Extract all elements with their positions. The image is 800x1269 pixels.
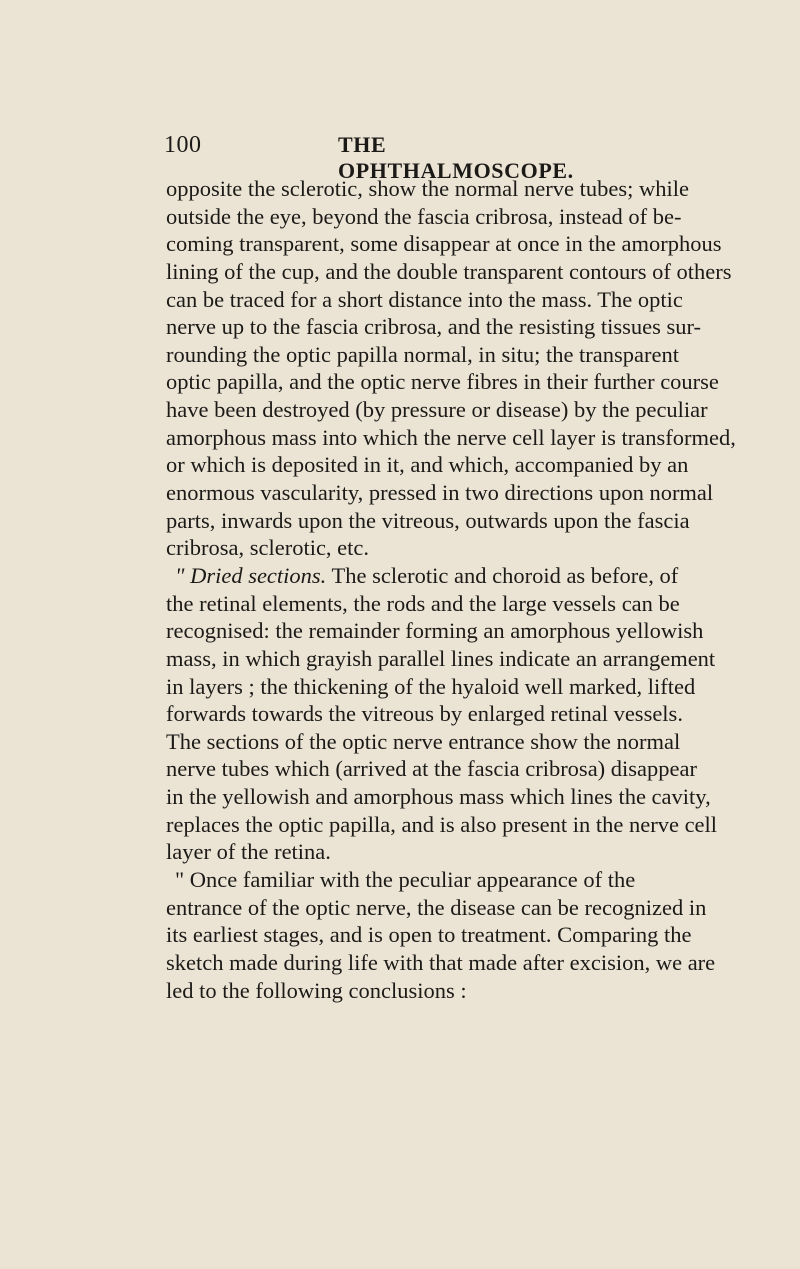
text-line: entrance of the optic nerve, the disease can be recognized in	[166, 894, 707, 920]
text-line: led to the following conclusions :	[166, 977, 467, 1003]
text-line: its earliest stages, and is open to treatment. Comparing the	[166, 922, 692, 948]
text-line: sketch made during life with that made after excision, we are	[166, 949, 716, 975]
dried-sections-heading: " Dried sections.	[175, 562, 327, 588]
page-header	[164, 132, 594, 183]
dried-sections-text: The sclerotic and choroid as before, of	[331, 562, 679, 588]
text-line: The sections of the optic nerve entrance show the normal	[166, 728, 681, 754]
text-line: mass, in which grayish parallel lines indicate an arrangement	[166, 645, 716, 671]
text-line: opposite the sclerotic, show the normal nerve tubes; while	[166, 176, 689, 201]
body-text	[166, 175, 736, 1004]
text-line: have been destroyed (by pressure or disease) by the peculiar	[166, 397, 708, 423]
text-line: enormous vascularity, pressed in two directions upon normal	[166, 480, 714, 506]
text-line: rounding the optic papilla normal, in situ; the transparent	[166, 341, 680, 367]
text-line: or which is deposited in it, and which, accompanied by an	[166, 452, 689, 478]
text-line: outside the eye, beyond the fascia cribrosa, instead of be-	[166, 203, 682, 229]
text-line: lining of the cup, and the double transparent contours of others	[166, 258, 732, 284]
text-line: replaces the optic papilla, and is also present in the nerve cell	[166, 811, 718, 837]
text-line: nerve tubes which (arrived at the fascia cribrosa) disappear	[166, 756, 698, 782]
text-line: amorphous mass into which the nerve cell layer is transformed,	[166, 424, 736, 450]
text-line: forwards towards the vitreous by enlarged retinal vessels.	[166, 701, 683, 727]
running-title: THE OPHTHALMOSCOPE.	[338, 132, 574, 183]
text-line: optic papilla, and the optic nerve fibres in their further course	[166, 369, 719, 395]
text-line: in the yellowish and amorphous mass which lines the cavity,	[166, 784, 711, 810]
text-line: coming transparent, some disappear at once in the amorphous	[166, 231, 722, 257]
text-line: layer of the retina.	[166, 839, 331, 865]
text-line: parts, inwards upon the vitreous, outwards upon the fascia	[166, 507, 690, 533]
text-line: nerve up to the fascia cribrosa, and the resisting tissues sur-	[166, 314, 702, 340]
page-number: 100	[164, 132, 202, 158]
text-line: " Once familiar with the peculiar appearance of the	[175, 867, 636, 893]
text-line: in layers ; the thickening of the hyaloid well marked, lifted	[166, 673, 696, 699]
text-line-dried-sections	[166, 562, 679, 590]
text-line: cribrosa, sclerotic, etc.	[166, 535, 370, 561]
text-line: the retinal elements, the rods and the large vessels can be	[166, 590, 680, 616]
text-line: recognised: the remainder forming an amorphous yellowish	[166, 618, 704, 644]
text-line: can be traced for a short distance into the mass. The optic	[166, 286, 683, 312]
